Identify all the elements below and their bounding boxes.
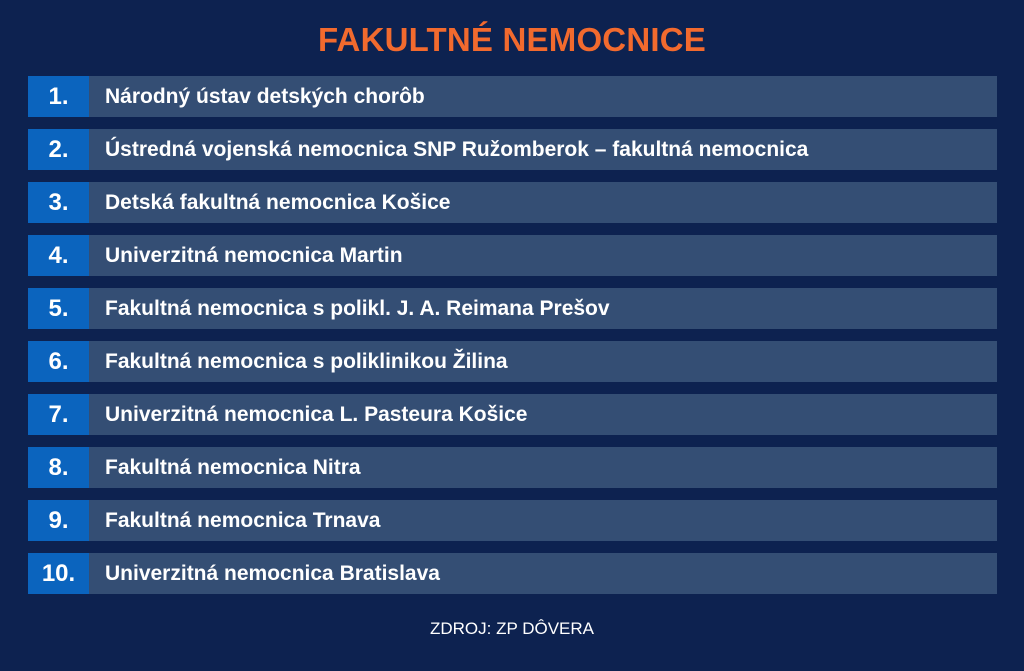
list-item (28, 341, 997, 382)
hospital-name: Fakultná nemocnica Nitra (89, 447, 997, 488)
hospital-name: Národný ústav detských chorôb (89, 76, 997, 117)
rank-number: 7. (28, 394, 89, 435)
rank-number: 5. (28, 288, 89, 329)
list-item (28, 129, 997, 170)
list-item (28, 500, 997, 541)
hospital-name: Ústredná vojenská nemocnica SNP Ružomberok – fakultná nemocnica (89, 129, 997, 170)
list-item (28, 394, 997, 435)
list-item (28, 76, 997, 117)
list-item (28, 288, 997, 329)
rank-number: 10. (28, 553, 89, 594)
hospital-name: Univerzitná nemocnica Martin (89, 235, 997, 276)
source-note: ZDROJ: ZP DÔVERA (429, 619, 595, 638)
rank-number: 6. (28, 341, 89, 382)
hospital-name: Univerzitná nemocnica L. Pasteura Košice (89, 394, 997, 435)
rank-number: 3. (28, 182, 89, 223)
list-item (28, 447, 997, 488)
hospital-name: Fakultná nemocnica s poliklinikou Žilina (89, 341, 997, 382)
page-title: FAKULTNÉ NEMOCNICE (318, 21, 706, 58)
rank-number: 9. (28, 500, 89, 541)
hospital-name: Univerzitná nemocnica Bratislava (89, 553, 997, 594)
list-item (28, 553, 997, 594)
hospital-list (28, 76, 997, 606)
hospital-name: Fakultná nemocnica s polikl. J. A. Reimana Prešov (89, 288, 997, 329)
list-item (28, 235, 997, 276)
list-item (28, 182, 997, 223)
hospital-name: Detská fakultná nemocnica Košice (89, 182, 997, 223)
hospital-name: Fakultná nemocnica Trnava (89, 500, 997, 541)
rank-number: 4. (28, 235, 89, 276)
rank-number: 1. (28, 76, 89, 117)
rank-number: 8. (28, 447, 89, 488)
rank-number: 2. (28, 129, 89, 170)
